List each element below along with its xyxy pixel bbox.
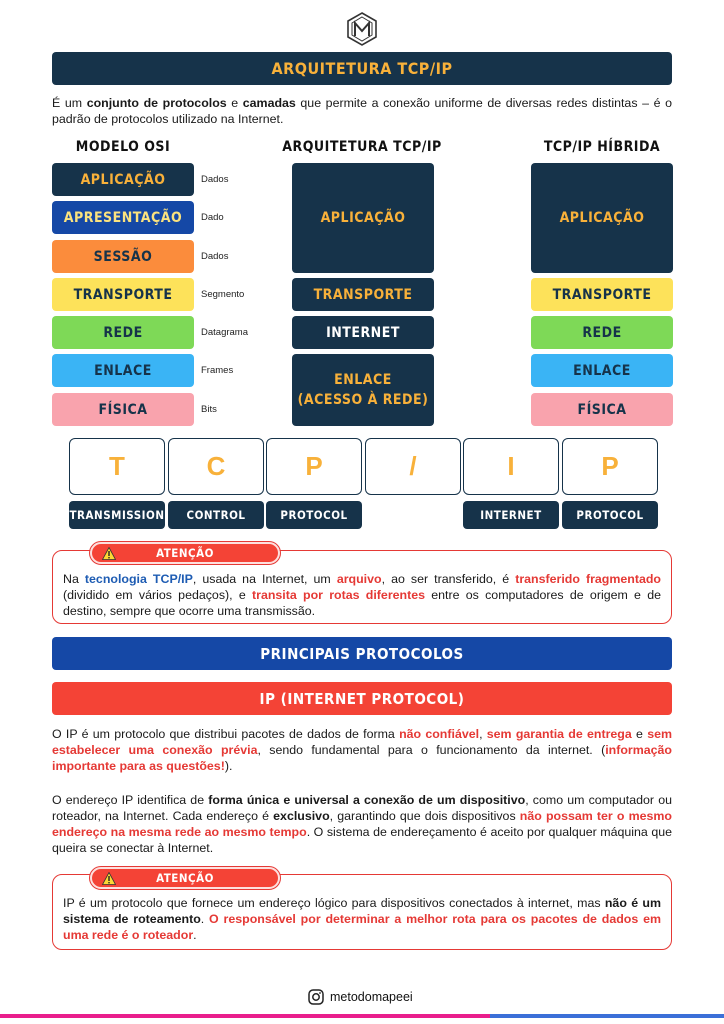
pdu-label: Datagrama (201, 327, 248, 338)
acronym-letter: T (69, 438, 165, 495)
tcpip-link-sublabel: (ACESSO À REDE) (297, 392, 429, 408)
logo-m-emblem (345, 12, 379, 46)
tcpip-layer-link (292, 354, 434, 426)
osi-layer-network: REDE (52, 316, 194, 349)
footer-stripe-left (0, 1014, 500, 1018)
intro-paragraph: É um conjunto de protocolos e camadas que permite a conexão uniforme de diversas redes distintas – é o padrão de protocolos utilizado na Internet. (52, 96, 672, 126)
footer-handle-text: metodomapeei (330, 990, 413, 1004)
attention-label: ATENÇÃO (90, 867, 280, 889)
attention-label: ATENÇÃO (90, 542, 280, 564)
pdu-label: Bits (201, 404, 217, 415)
tcpip-column-title: ARQUITETURA TCP/IP (282, 139, 442, 155)
hybrid-layer-transport: TRANSPORTE (531, 278, 673, 311)
ip-paragraph-2: O endereço IP identifica de forma única e universal a conexão de um dispositivo, como um computador ou roteador, na Internet. Cada endereço é exclusivo, garantindo que dois dispositivos não possam ter o mesmo endereço na mesma rede ao mesmo tempo. O sistema de endereçamento é aceito por qualquer máquina que queira se conectar à Internet. (52, 793, 673, 855)
hybrid-layer-physical: FÍSICA (531, 393, 673, 426)
acronym-letter: P (266, 438, 362, 495)
tcpip-layer-application: APLICAÇÃO (292, 163, 434, 273)
osi-column-title: MODELO OSI (75, 139, 171, 155)
warning-icon (102, 547, 116, 560)
hybrid-layer-network: REDE (531, 316, 673, 349)
warning-icon (102, 872, 116, 885)
instagram-icon (308, 989, 324, 1005)
hybrid-layer-datalink: ENLACE (531, 354, 673, 387)
footer-stripe-right (490, 1014, 724, 1018)
acronym-word: PROTOCOL (562, 501, 658, 529)
acronym-letter: / (365, 438, 461, 495)
osi-layer-transport: TRANSPORTE (52, 278, 194, 311)
osi-layer-datalink: ENLACE (52, 354, 194, 387)
page-title: ARQUITETURA TCP/IP (52, 52, 672, 85)
section-title-protocols: PRINCIPAIS PROTOCOLOS (52, 637, 672, 670)
acronym-word: TRANSMISSION (69, 501, 165, 529)
osi-layer-physical: FÍSICA (52, 393, 194, 426)
acronym-word: INTERNET (463, 501, 559, 529)
tcpip-layer-transport: TRANSPORTE (292, 278, 434, 311)
footer-handle[interactable] (308, 988, 413, 1006)
pdu-label: Frames (201, 365, 234, 376)
tcpip-link-label: ENLACE (334, 372, 392, 388)
pdu-label: Segmento (201, 289, 245, 300)
attention-box: IP é um protocolo que fornece um endereço lógico para dispositivos conectados à internet, mas não é um sistema de roteamento. O responsável por determinar a melhor rota para os pacotes de dados em uma rede é o roteador. (52, 874, 672, 950)
pdu-label: Dados (201, 174, 229, 185)
hybrid-column-title: TCP/IP HÍBRIDA (543, 139, 661, 155)
tcpip-layer-internet: INTERNET (292, 316, 434, 349)
hybrid-layer-application: APLICAÇÃO (531, 163, 673, 273)
acronym-word: CONTROL (168, 501, 264, 529)
acronym-letter: I (463, 438, 559, 495)
acronym-word: PROTOCOL (266, 501, 362, 529)
attention-box: Na tecnologia TCP/IP, usada na Internet, um arquivo, ao ser transferido, é transferido fragmentado (dividido em vários pedaços), e transita por rotas diferentes entre os computadores de origem e de destino, sempre que ocorre uma transmissão. (52, 550, 672, 624)
osi-layer-session: SESSÃO (52, 240, 194, 273)
acronym-letter: C (168, 438, 264, 495)
ip-paragraph-1: O IP é um protocolo que distribui pacotes de dados de forma não confiável, sem garantia de entrega e sem estabelecer uma conexão prévia, sendo fundamental para o funcionamento da internet. (informação importante para as questões!). (52, 727, 673, 773)
pdu-label: Dado (201, 212, 224, 223)
osi-layer-presentation: APRESENTAÇÃO (52, 201, 194, 234)
acronym-letter: P (562, 438, 658, 495)
osi-layer-application: APLICAÇÃO (52, 163, 194, 196)
pdu-label: Dados (201, 251, 229, 262)
section-title-ip: IP (INTERNET PROTOCOL) (52, 682, 672, 715)
